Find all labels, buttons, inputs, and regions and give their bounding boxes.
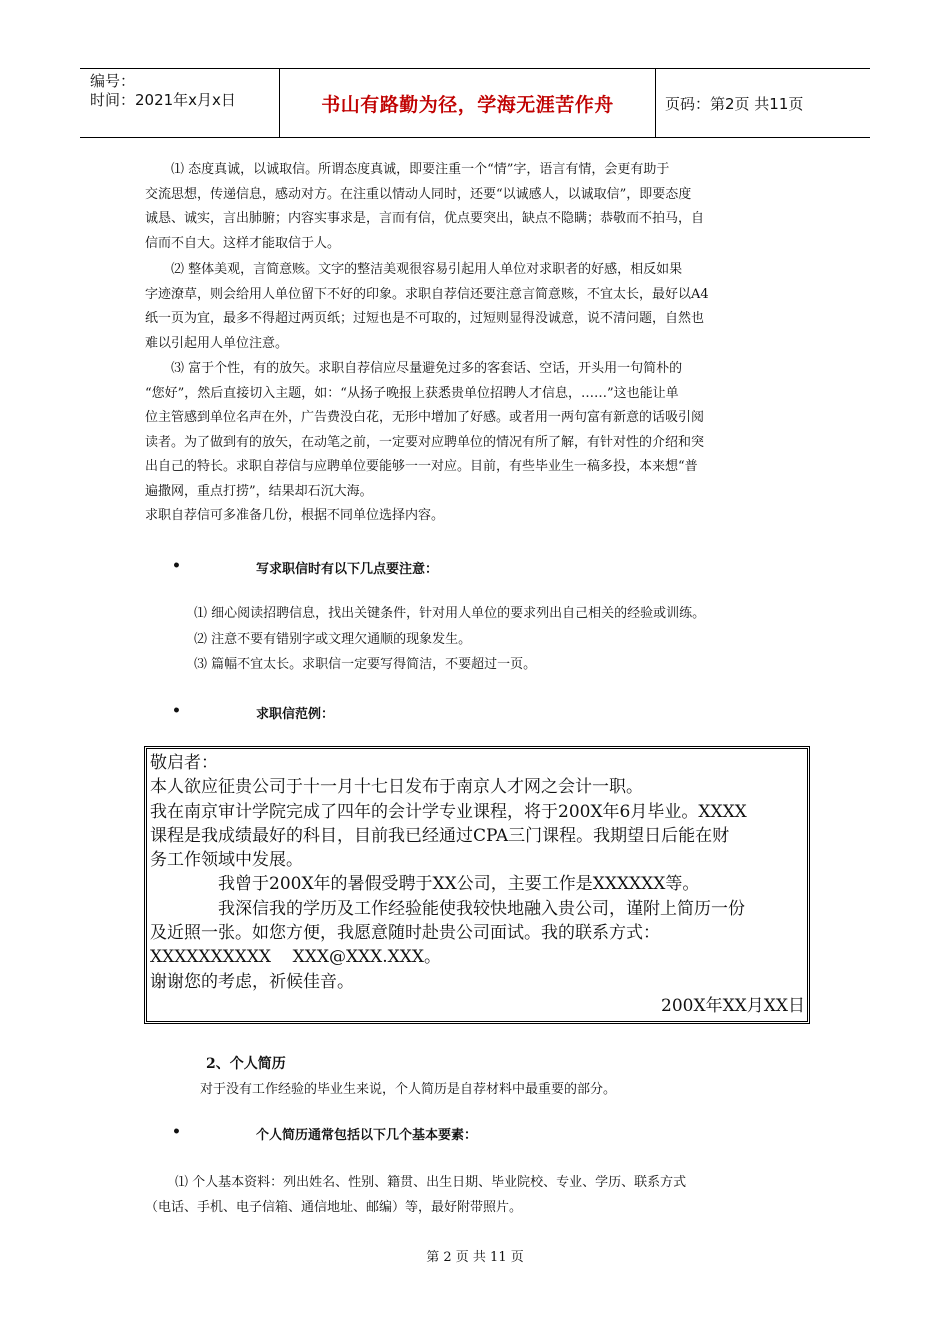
bullet-icon: • [172, 1124, 181, 1140]
note-item: ⑴ 细心阅读招聘信息，找出关键条件，针对用人单位的要求列出自己相关的经验或训练。 [194, 606, 706, 621]
section-title: 2、个人简历 [206, 1056, 286, 1072]
header-page: 页码：第2页 共11页 [665, 94, 804, 113]
text-line: 诚恳、诚实，言出肺腑；内容实事求是，言而有信，优点要突出，缺点不隐瞒；恭敬而不拍马，自 [145, 211, 705, 226]
text-line: 交流思想，传递信息，感动对方。在注重以情动人同时，还要“以诚感人，以诚取信”，即要态度 [145, 186, 692, 202]
text-line: “您好”，然后直接切入主题，如：“从扬子晚报上获悉贵单位招聘人才信息，……”这也能让单 [145, 385, 679, 401]
text-line: ⑴ 态度真诚，以诚取信。所谓态度真诚，即要注重一个“情”字，语言有情，会更有助于 [171, 162, 670, 177]
bullet-icon: • [172, 558, 181, 574]
letter-line: 我在南京审计学院完成了四年的会计学专业课程，将于200X年6月毕业。XXXX [150, 801, 747, 822]
bullet-heading-text: 求职信范例： [256, 707, 335, 722]
text-line: 纸一页为宜，最多不得超过两页纸；过短也是不可取的，过短则显得没诚意，说不清问题，自然也 [145, 311, 705, 326]
note-item: ⑵ 注意不要有错别字或文理欠通顺的现象发生。 [194, 632, 472, 647]
letter-line: 务工作领域中发展。 [150, 850, 303, 871]
header-time: 时间：2021年x月x日 [90, 91, 236, 109]
letter-line: 我深信我的学历及工作经验能使我较快地融入贵公司，谨附上简历一份 [218, 898, 745, 919]
section-description: 对于没有工作经验的毕业生来说，个人简历是自荐材料中最重要的部分。 [200, 1082, 617, 1097]
bullet-heading-text: 写求职信时有以下几点要注意： [256, 562, 439, 577]
text-line: 难以引起用人单位注意。 [145, 335, 289, 351]
text-line: ⑵ 整体美观，言简意赅。文字的整洁美观很容易引起用人单位对求职者的好感，相反如果 [171, 262, 683, 277]
text-line: ⑶ 富于个性，有的放矢。求职自荐信应尽量避免过多的客套话、空话，开头用一句简朴的 [171, 361, 683, 376]
text-line: 信而不自大。这样才能取信于人。 [145, 235, 341, 251]
note-item: ⑶ 篇幅不宜太长。求职信一定要写得简洁，不要超过一页。 [194, 657, 537, 672]
letter-greeting: 敬启者： [150, 753, 218, 773]
bullet-icon: • [172, 703, 181, 719]
letter-line: 谢谢您的考虑，祈候佳音。 [150, 971, 354, 992]
closing-note: 求职自荐信可多准备几份，根据不同单位选择内容。 [145, 508, 445, 523]
text-line: 位主管感到单位名声在外，广告费没白花，无形中增加了好感。或者用一两句富有新意的话吸引阅 [145, 410, 705, 425]
page-footer: 第 2 页 共 11 页 [426, 1250, 524, 1265]
letter-date: 200X年XX月XX日 [661, 995, 805, 1016]
letter-line: 课程是我成绩最好的科目，目前我已经通过CPA三门课程。我期望日后能在财 [150, 825, 730, 846]
text-line: 字迹潦草，则会给用人单位留下不好的印象。求职自荐信还要注意言简意赅，不宜太长，最好以A4 [145, 286, 709, 302]
text-line: 出自己的特长。求职自荐信与应聘单位要能够一一对应。目前，有些毕业生一稿多投，本来想“普 [145, 459, 698, 474]
sample-letter-box [144, 746, 810, 1024]
resume-item-paragraph [145, 1170, 800, 1220]
header-motto: 书山有路勤为径，学海无涯苦作舟 [280, 69, 656, 137]
header-meta [80, 69, 280, 137]
tip-paragraph-3 [145, 357, 800, 529]
page-header [80, 68, 870, 138]
text-line: 遍撒网，重点打捞”，结果却石沉大海。 [145, 483, 373, 499]
text-line: ⑴ 个人基本资料：列出姓名、性别、籍贯、出生日期、毕业院校、专业、学历、联系方式 [175, 1175, 687, 1190]
header-number: 编号： [90, 72, 136, 90]
tip-paragraph-1 [145, 158, 800, 256]
letter-line: 本人欲应征贵公司于十一月十七日发布于南京人才网之会计一职。 [150, 777, 643, 798]
bullet-heading-text: 个人简历通常包括以下几个基本要素： [256, 1128, 478, 1143]
letter-line: 我曾于200X年的暑假受聘于XX公司，主要工作是XXXXXX等。 [218, 874, 700, 895]
text-line: 读者。为了做到有的放矢，在动笔之前，一定要对应聘单位的情况有所了解，有针对性的介绍和突 [145, 434, 705, 450]
tip-paragraph-2 [145, 258, 800, 356]
text-line: （电话、手机、电子信箱、通信地址、邮编）等，最好附带照片。 [145, 1200, 523, 1215]
letter-contact: XXXXXXXXXX XXX@XXX.XXX。 [150, 947, 441, 968]
letter-line: 及近照一张。如您方便，我愿意随时赴贵公司面试。我的联系方式： [150, 923, 660, 944]
